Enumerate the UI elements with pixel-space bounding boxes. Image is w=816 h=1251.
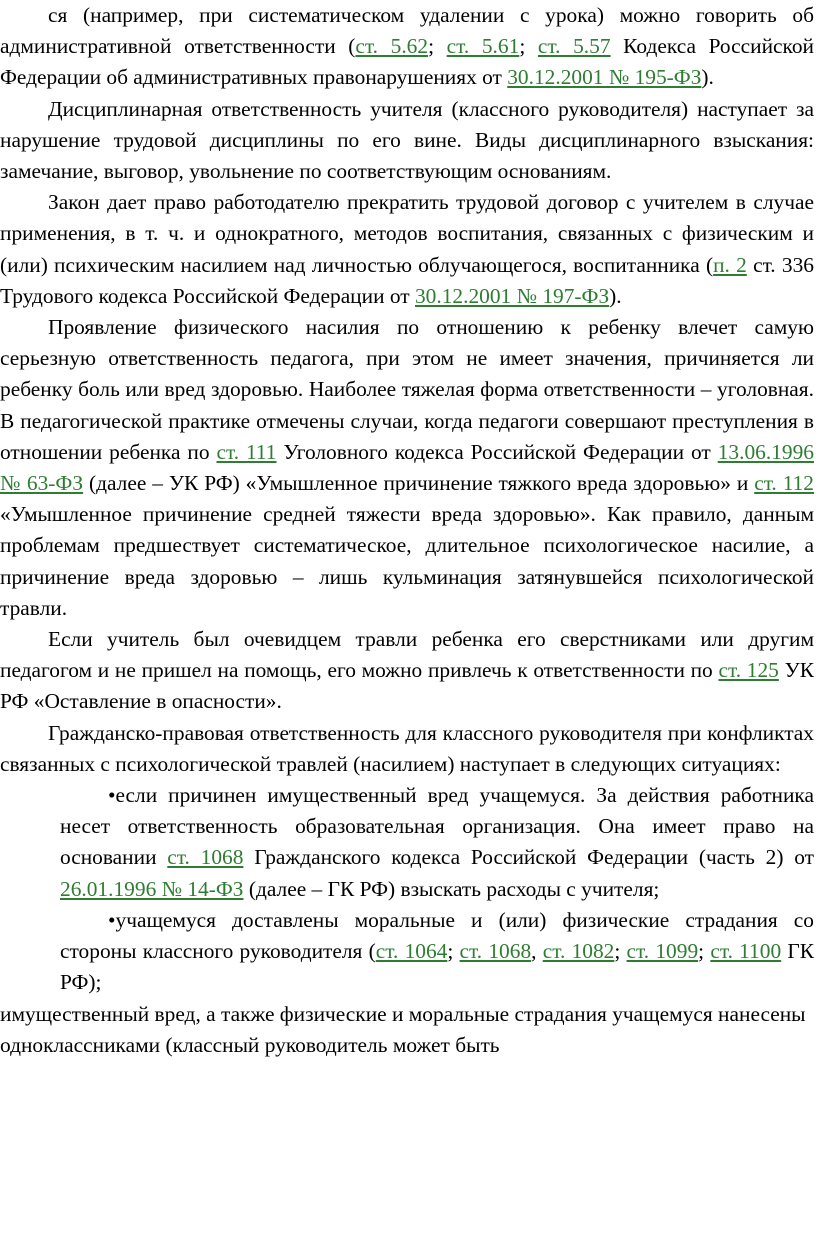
link-article-111[interactable]: ст. 111 bbox=[216, 439, 277, 464]
text: Гражданского кодекса Российской Федерации (часть 2) от bbox=[243, 845, 814, 870]
link-article-125[interactable]: ст. 125 bbox=[718, 658, 779, 683]
paragraph-admin-liability bbox=[0, 0, 814, 94]
text: ст. 336 Трудового кодекса Российской Федерации от bbox=[0, 252, 814, 308]
text: «Умышленное причинение средней тяжести вреда здоровью». Как правило, данным проблемам предшествует систематическое, длительное психологическое насилие, а причинение вреда здоровью – лишь кульминация затянувшейся психологической травли. bbox=[0, 502, 814, 620]
link-article-112[interactable]: ст. 112 bbox=[754, 471, 814, 496]
text: ; bbox=[519, 34, 538, 59]
text: ся (например, при систематическом удалении с урока) можно говорить об административной ответственности ( bbox=[0, 3, 814, 59]
link-article-1068[interactable]: ст. 1068 bbox=[167, 845, 244, 870]
link-law-197-fz[interactable]: 30.12.2001 № 197-ФЗ bbox=[414, 283, 610, 308]
link-article-1100[interactable]: ст. 1100 bbox=[710, 939, 782, 964]
text: Уголовного кодекса Российской Федерации от bbox=[276, 439, 718, 464]
paragraph-labor-contract bbox=[0, 187, 814, 312]
text: ; bbox=[698, 939, 711, 964]
link-clause-2[interactable]: п. 2 bbox=[713, 252, 747, 277]
paragraph-disciplinary-liability bbox=[0, 94, 814, 188]
text: ). bbox=[609, 283, 622, 308]
link-article-1064[interactable]: ст. 1064 bbox=[375, 939, 448, 964]
text: (далее – УК РФ) «Умышленное причинение тяжкого вреда здоровью» и bbox=[83, 471, 755, 496]
text: учащемуся доставлены моральные и (или) физические страдания со стороны классного руководителя ( bbox=[60, 907, 814, 964]
link-article-1082[interactable]: ст. 1082 bbox=[542, 939, 615, 964]
text: Дисциплинарная ответственность учителя (классного руководителя) наступает за нарушение трудовой дисциплины по его вине. Виды дисциплинарного взыскания: замечание, выговор, увольнение по соответствующим основаниям. bbox=[0, 96, 814, 184]
text: ; bbox=[428, 34, 447, 59]
link-article-5-57[interactable]: ст. 5.57 bbox=[537, 34, 611, 59]
text: ; bbox=[614, 939, 627, 964]
text: Кодекса Российской Федерации об административных правонарушениях от bbox=[0, 34, 814, 90]
text: ; bbox=[447, 939, 460, 964]
link-article-5-61[interactable]: ст. 5.61 bbox=[446, 34, 520, 59]
paragraph-civil-liability bbox=[0, 718, 814, 780]
link-article-1099[interactable]: ст. 1099 bbox=[626, 939, 699, 964]
text: Гражданско-правовая ответственность для классного руководителя при конфликтах связанных с психологической травлей (насилием) наступает в следующих ситуациях: bbox=[0, 720, 814, 776]
link-article-1068-b[interactable]: ст. 1068 bbox=[459, 939, 532, 964]
text: если причинен имущественный вред учащемуся. За действия работника несет ответственность образовательная организация. Она имеет право на основании bbox=[60, 783, 814, 870]
text: ГК РФ); bbox=[60, 939, 815, 995]
paragraph-criminal-liability bbox=[0, 312, 814, 624]
text: (далее – ГК РФ) взыскать расходы с учителя; bbox=[243, 876, 660, 901]
link-law-63-fz[interactable]: 13.06.1996 № 63-ФЗ bbox=[0, 439, 814, 496]
text: , bbox=[531, 939, 543, 964]
bullet-icon: • bbox=[108, 783, 116, 808]
bullet-icon: • bbox=[108, 907, 116, 932]
paragraph-classmates-damage bbox=[0, 999, 814, 1061]
text: УК РФ «Оставление в опасности». bbox=[0, 658, 815, 714]
link-article-5-62[interactable]: ст. 5.62 bbox=[355, 34, 429, 59]
text: Если учитель был очевидцем травли ребенка его сверстниками или другим педагогом и не пришел на помощь, его можно привлечь к ответственности по bbox=[0, 627, 814, 683]
text: имущественный вред, а также физические и моральные страдания учащемуся нанесены одноклассниками (классный руководитель может быть bbox=[0, 1001, 806, 1057]
bullet-item-moral-damage bbox=[60, 905, 814, 999]
text: ). bbox=[701, 65, 714, 90]
bullet-item-property-damage bbox=[60, 780, 814, 905]
text: Закон дает право работодателю прекратить трудовой договор с учителем в случае применения, в т. ч. и однократного, методов воспитания, связанных с физическим и (или) психическим насилием над личностью облучающегося, воспитанника ( bbox=[0, 190, 814, 277]
text: Проявление физического насилия по отношению к ребенку влечет самую серьезную ответственность педагога, при этом не имеет значения, причиняется ли ребенку боль или вред здоровью. Наиболее тяжелая форма ответственности – уголовная. В педагогической практике отмечены случаи, когда педагоги совершают преступления в отношении ребенка по bbox=[0, 315, 814, 464]
link-law-14-fz[interactable]: 26.01.1996 № 14-ФЗ bbox=[60, 876, 244, 901]
paragraph-leaving-in-danger bbox=[0, 624, 814, 718]
link-law-195-fz[interactable]: 30.12.2001 № 195-ФЗ bbox=[507, 65, 702, 90]
